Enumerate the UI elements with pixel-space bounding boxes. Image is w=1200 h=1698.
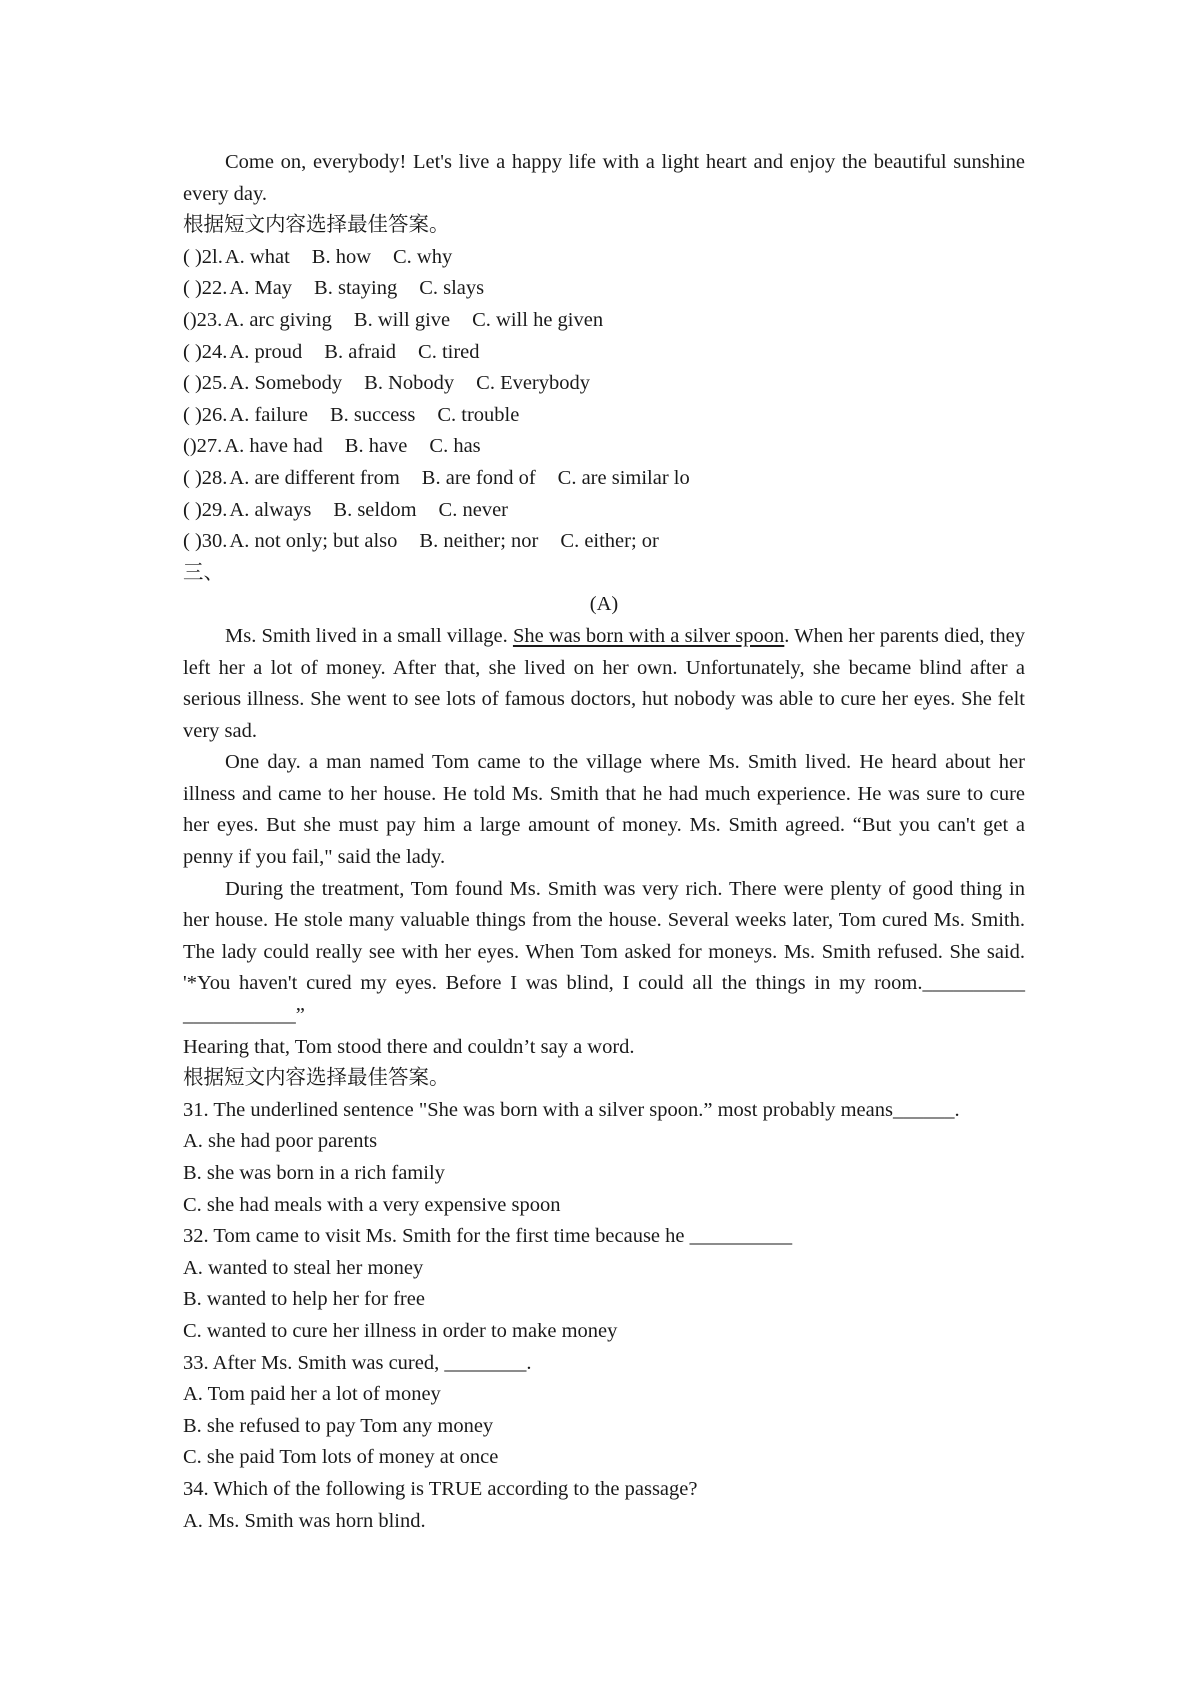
passage-label: (A) — [589, 593, 619, 616]
answer-option: A. Tom paid her a lot of money — [183, 1383, 441, 1406]
answer-option: B. she refused to pay Tom any money — [183, 1414, 494, 1437]
cloze-item-26: ( )26.A. failure B. success C. trouble — [183, 403, 520, 426]
cloze-item-30: ( )30.A. not only; but also B. neither; nor C. either; or — [183, 530, 659, 553]
answer-option: A. wanted to steal her money — [183, 1256, 424, 1279]
passage-paragraph-1: Ms. Smith lived in a small village. She was born with a silver spoon. When her parents died, they left her a lot of money. After that, she lived on her own. Unfortunately, she became blind after a serious illness. She went to see lots of famous doctors, hut nobody was able to cure her eyes. She felt very sad. — [183, 624, 1025, 742]
passage-paragraph-2: One day. a man named Tom came to the village where Ms. Smith lived. He heard about her illness and came to her house. He told Ms. Smith that he had much experience. He was sure to cure her eyes. But she must pay him a large amount of money. Ms. Smith agreed. “But you can't get a penny if you fail," said the lady. — [183, 751, 1025, 869]
section-heading: 三、 — [183, 561, 224, 584]
cloze-item-28: ( )28.A. are different from B. are fond of C. are similar lo — [183, 466, 690, 489]
answer-option: A. Ms. Smith was horn blind. — [183, 1509, 426, 1532]
question-31 — [183, 1095, 1025, 1221]
cloze-item-21: ( )2l.A. what B. how C. why — [183, 245, 453, 268]
question-34 — [183, 1474, 1025, 1537]
instruction-reading: 根据短文内容选择最佳答案。 — [183, 1067, 450, 1090]
cloze-item-25: ( )25.A. Somebody B. Nobody C. Everybody — [183, 372, 591, 395]
answer-option: B. she was born in a rich family — [183, 1162, 445, 1184]
question-text: 32. Tom came to visit Ms. Smith for the first time because he __________ — [183, 1225, 793, 1248]
answer-option: C. wanted to cure her illness in order to make money — [183, 1319, 618, 1342]
answer-option: C. she paid Tom lots of money at once — [183, 1446, 499, 1469]
answer-option: B. wanted to help her for free — [183, 1288, 425, 1311]
question-33 — [183, 1348, 1025, 1474]
instruction-cloze: 根据短文内容选择最佳答案。 — [183, 214, 450, 237]
document-page — [183, 147, 1025, 1537]
question-32 — [183, 1221, 1025, 1347]
passage-paragraph-4: Hearing that, Tom stood there and couldn’t say a word. — [183, 1035, 635, 1058]
answer-option: C. she had meals with a very expensive spoon — [183, 1193, 561, 1216]
cloze-item-24: ( )24.A. proud B. afraid C. tired — [183, 340, 480, 363]
cloze-options-list — [183, 242, 1025, 558]
question-text: 34. Which of the following is TRUE according to the passage? — [183, 1477, 698, 1500]
question-text: 33. After Ms. Smith was cured, ________. — [183, 1351, 532, 1374]
answer-option: A. she had poor parents — [183, 1130, 378, 1153]
cloze-item-27: ()27.A. have had B. have C. has — [183, 435, 481, 458]
question-text: 31. The underlined sentence "She was born with a silver spoon.” most probably means______. — [183, 1098, 960, 1121]
intro-paragraph: Come on, everybody! Let's live a happy life with a light heart and enjoy the beautiful sunshine every day. — [183, 151, 1025, 205]
cloze-item-22: ( )22.A. May B. staying C. slays — [183, 277, 485, 300]
cloze-item-29: ( )29.A. always B. seldom C. never — [183, 498, 508, 521]
underlined-sentence: She was born with a silver spoon — [512, 624, 785, 647]
cloze-item-23: ()23.A. arc giving B. will give C. will he given — [183, 308, 604, 331]
passage-paragraph-3: During the treatment, Tom found Ms. Smith was very rich. There were plenty of good thing in her house. He stole many valuable things from the house. Several weeks later, Tom cured Ms. Smith. The lady could really see with her eyes. When Tom asked for moneys. Ms. Smith refused. She said. '*You haven't cured my eyes. Before I was blind, I could all the things in my room.__________ ___________” — [183, 877, 1025, 1027]
